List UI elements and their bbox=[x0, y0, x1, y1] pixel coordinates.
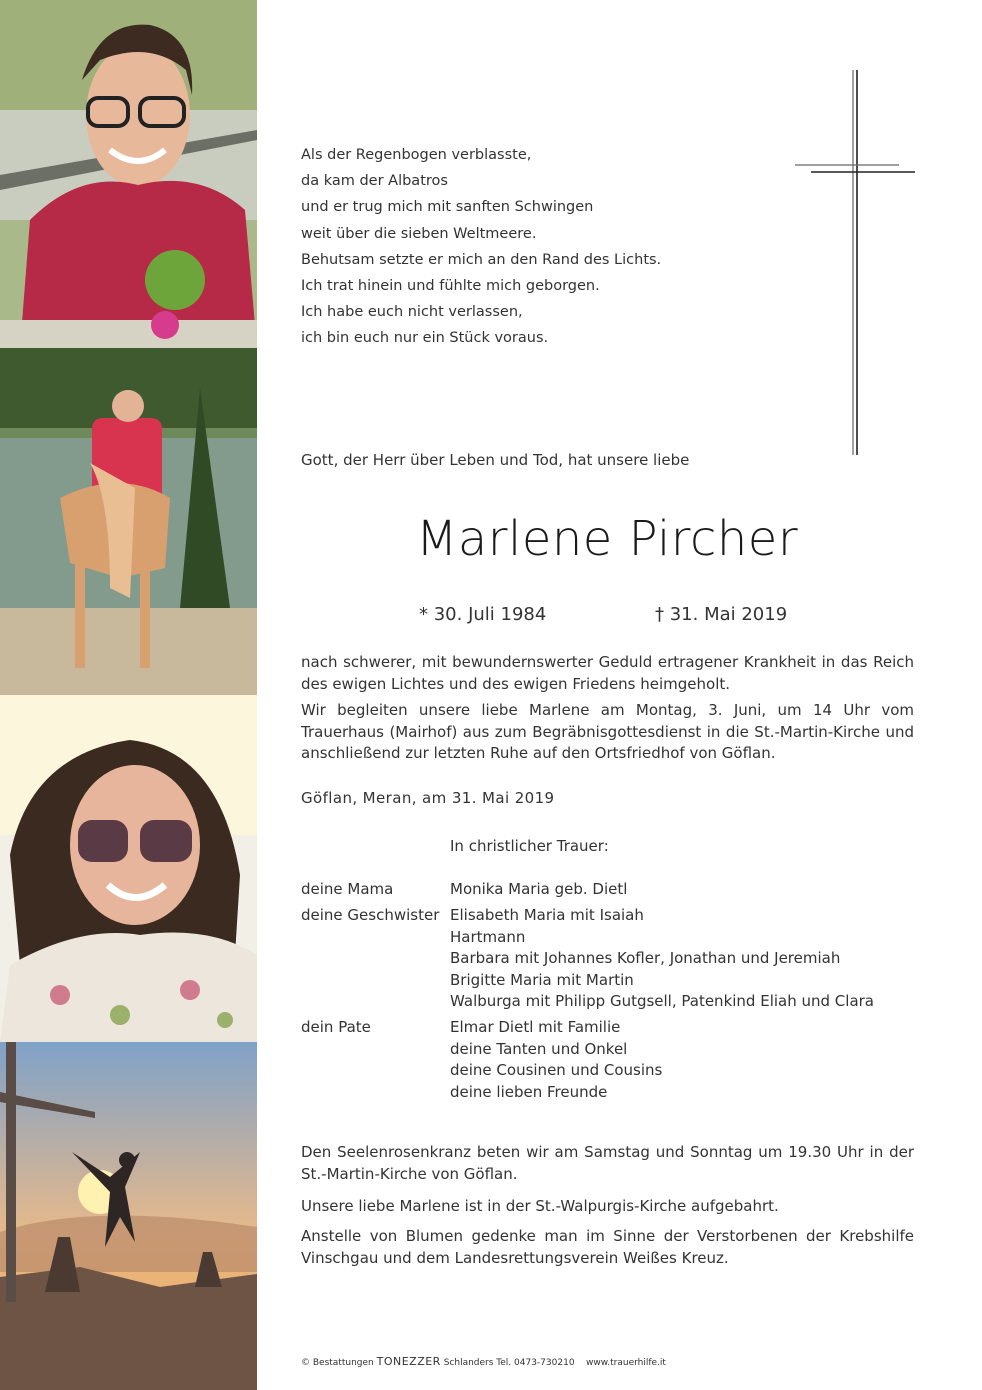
mourner-name: Elmar Dietl mit Familie bbox=[450, 1018, 621, 1036]
footer bbox=[301, 1355, 666, 1368]
poem-line: und er trug mich mit sanften Schwingen bbox=[301, 199, 594, 216]
mourner-name: Brigitte Maria mit Martin bbox=[450, 971, 634, 989]
footer-contact: Schlanders Tel. 0473-730210 bbox=[443, 1358, 575, 1368]
intro-text: Gott, der Herr über Leben und Tod, hat unsere liebe bbox=[301, 451, 690, 469]
footer-url[interactable]: www.trauerhilfe.it bbox=[586, 1358, 666, 1368]
birth-date: * 30. Juli 1984 bbox=[419, 604, 547, 625]
footer-brand: TONEZZER bbox=[376, 1355, 441, 1368]
poem-line: da kam der Albatros bbox=[301, 173, 448, 190]
horse-riding-photo bbox=[0, 348, 257, 695]
mourner-name: Barbara mit Johannes Kofler, Jonathan und Jeremiah bbox=[450, 949, 841, 967]
summit-sunset-jump-photo bbox=[0, 1042, 257, 1390]
sunglasses-portrait-photo bbox=[0, 695, 257, 1042]
passing-text: nach schwerer, mit bewundernswerter Geduld ertragener Krankheit in das Reich des ewigen Lichtes und des ewigen Friedens heimgeholt. bbox=[301, 653, 914, 693]
mourner-name: deine Tanten und Onkel bbox=[450, 1040, 628, 1058]
mourner-name: Monika Maria geb. Dietl bbox=[450, 880, 628, 898]
cross-icon bbox=[795, 70, 915, 455]
mourning-heading: In christlicher Trauer: bbox=[450, 837, 609, 855]
death-date: † 31. Mai 2019 bbox=[655, 604, 788, 625]
mourner-name: deine lieben Freunde bbox=[450, 1083, 608, 1101]
poem-line: Als der Regenbogen verblasste, bbox=[301, 147, 532, 163]
deceased-name: Marlene Pircher bbox=[415, 511, 799, 567]
relation-label: dein Pate bbox=[301, 1018, 371, 1036]
mourner-name: Hartmann bbox=[450, 928, 526, 946]
place-date: Göflan, Meran, am 31. Mai 2019 bbox=[301, 789, 555, 807]
footer-prefix: © Bestattungen bbox=[301, 1358, 374, 1368]
relation-label: deine Geschwister bbox=[301, 906, 440, 924]
donation-text: Anstelle von Blumen gedenke man im Sinne der Verstorbenen der Krebshilfe Vinschgau und dem Landesrettungsverein Weißes Kreuz. bbox=[301, 1227, 914, 1267]
poem-line: ich bin euch nur ein Stück voraus. bbox=[301, 330, 549, 347]
poem-line: weit über die sieben Weltmeere. bbox=[301, 225, 537, 242]
poem-line: Ich habe euch nicht verlassen, bbox=[301, 304, 523, 321]
poem-line: Behutsam setzte er mich an den Rand des Lichts. bbox=[301, 251, 662, 268]
mourner-name: Elisabeth Maria mit Isaiah bbox=[450, 906, 644, 924]
mourner-name: deine Cousinen und Cousins bbox=[450, 1061, 663, 1079]
rosary-text: Den Seelenrosenkranz beten wir am Samstag und Sonntag um 19.30 Uhr in der St.-Martin-Kirche von Göflan. bbox=[301, 1143, 914, 1183]
portrait-photo-red-shirt bbox=[0, 0, 257, 348]
funeral-text: Wir begleiten unsere liebe Marlene am Montag, 3. Juni, um 14 Uhr vom Trauerhaus (Mairhof) aus zum Begräbnisgottesdienst in die St.-Martin-Kirche und anschließend zur letzten Ruhe auf den Ortsfriedhof von Göflan. bbox=[301, 701, 914, 762]
poem-line: Ich trat hinein und fühlte mich geborgen. bbox=[301, 278, 600, 295]
mourner-name: Walburga mit Philipp Gutgsell, Patenkind Eliah und Clara bbox=[450, 992, 874, 1010]
relation-label: deine Mama bbox=[301, 880, 394, 898]
poem bbox=[301, 142, 661, 352]
laid-out-text: Unsere liebe Marlene ist in der St.-Walpurgis-Kirche aufgebahrt. bbox=[301, 1197, 779, 1215]
